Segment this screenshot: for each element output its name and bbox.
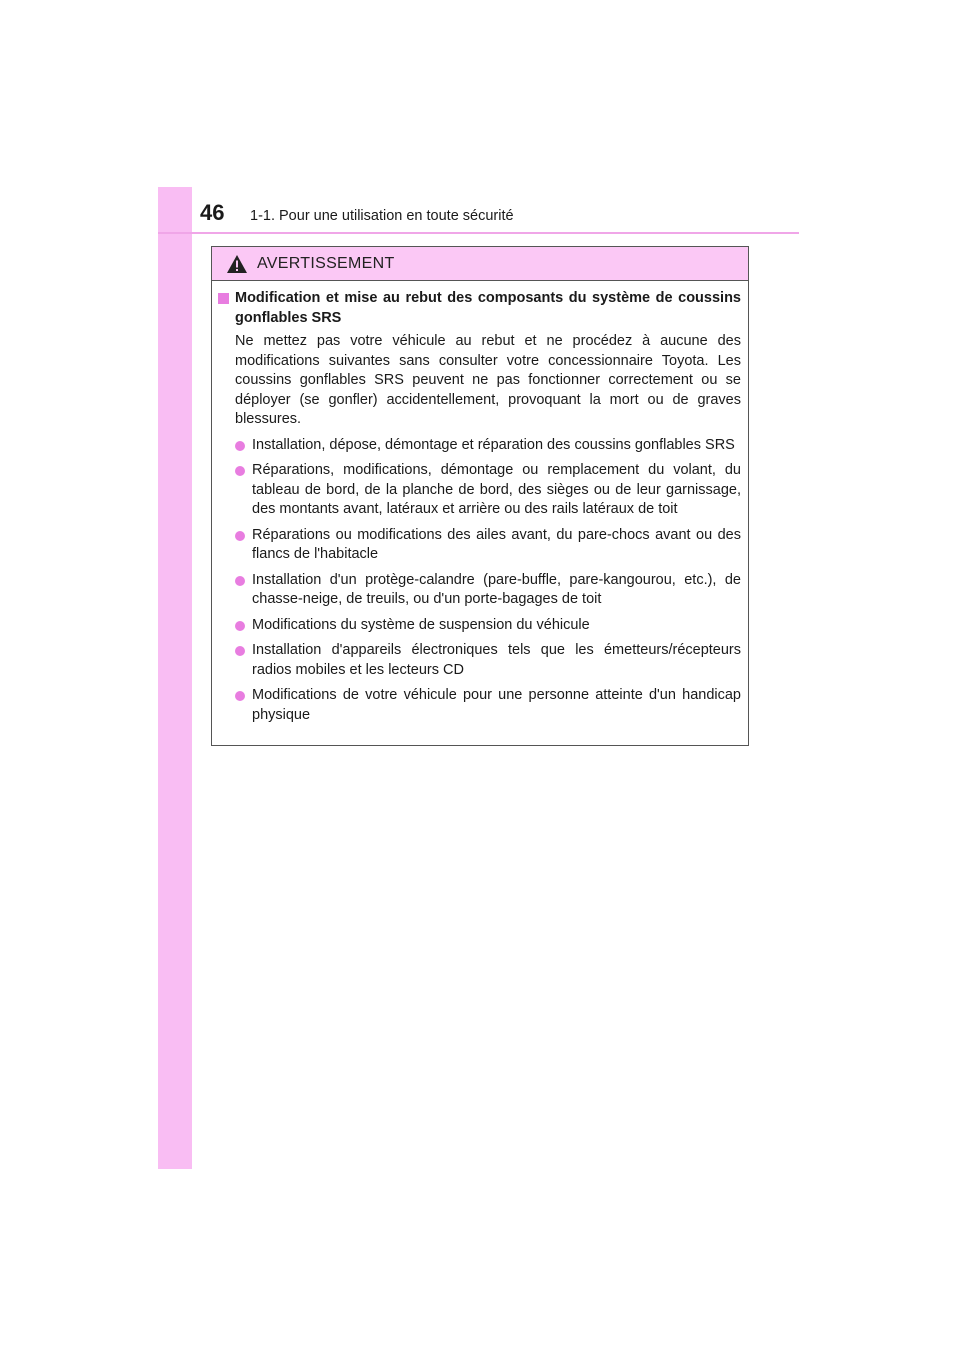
topic-heading: Modification et mise au rebut des composants du système de coussins gonflables SRS: [235, 290, 741, 326]
bullet-dot-icon: [235, 466, 245, 476]
header-rule: [158, 232, 799, 234]
bullet-dot-icon: [235, 576, 245, 586]
warning-header: [212, 247, 748, 281]
list-item: [235, 686, 741, 725]
warning-box: [211, 246, 749, 746]
bullet-dot-icon: [235, 691, 245, 701]
bullet-text: Modifications de votre véhicule pour une personne atteinte d'un handicap physique: [252, 687, 741, 723]
bullet-text: Installation d'appareils électroniques tels que les émetteurs/récepteurs radios mobiles et les lecteurs CD: [252, 642, 741, 678]
list-item: [235, 641, 741, 680]
list-item: [235, 526, 741, 565]
bullet-dot-icon: [235, 531, 245, 541]
page-number: 46: [200, 200, 225, 225]
topic-row: [218, 289, 741, 328]
bullet-text: Réparations ou modifications des ailes avant, du pare-chocs avant ou des flancs de l'habitacle: [252, 526, 741, 562]
bullet-dot-icon: [235, 621, 245, 631]
bullet-dot-icon: [235, 646, 245, 656]
bullet-text: Modifications du système de suspension du véhicule: [252, 616, 590, 633]
topic-square-icon: [218, 293, 229, 304]
warning-body: [212, 281, 748, 725]
bullet-text: Réparations, modifications, démontage ou remplacement du volant, du tableau de bord, de la planche de bord, des sièges ou de leur garnissage, des montants avant, latéraux et arrière ou des rails latéraux de toit: [252, 462, 741, 517]
warning-title: AVERTISSEMENT: [257, 254, 395, 272]
bullet-text: Installation, dépose, démontage et réparation des coussins gonflables SRS: [252, 436, 735, 453]
bullet-dot-icon: [235, 441, 245, 451]
topic-paragraph-text: Ne mettez pas votre véhicule au rebut et ne procédez à aucune des modifications suivantes sans consulter votre concessionnaire Toyota. Les coussins gonflables SRS peuvent ne pas fonctionner correctement ou se déployer (se gonfler) accidentellement, provoquant la mort ou de graves blessures.: [235, 333, 741, 427]
topic-paragraph: [235, 332, 741, 725]
list-item: [235, 571, 741, 610]
bullet-list: [235, 436, 741, 726]
list-item: [235, 616, 741, 636]
bullet-text: Installation d'un protège-calandre (pare-buffle, pare-kangourou, etc.), de chasse-neige, de treuils, ou d'un porte-bagages de toit: [252, 571, 741, 607]
list-item: [235, 436, 741, 456]
warning-triangle-icon: [226, 254, 248, 274]
side-color-band: [158, 187, 192, 1169]
section-title: 1-1. Pour une utilisation en toute sécurité: [250, 208, 514, 224]
list-item: [235, 461, 741, 520]
